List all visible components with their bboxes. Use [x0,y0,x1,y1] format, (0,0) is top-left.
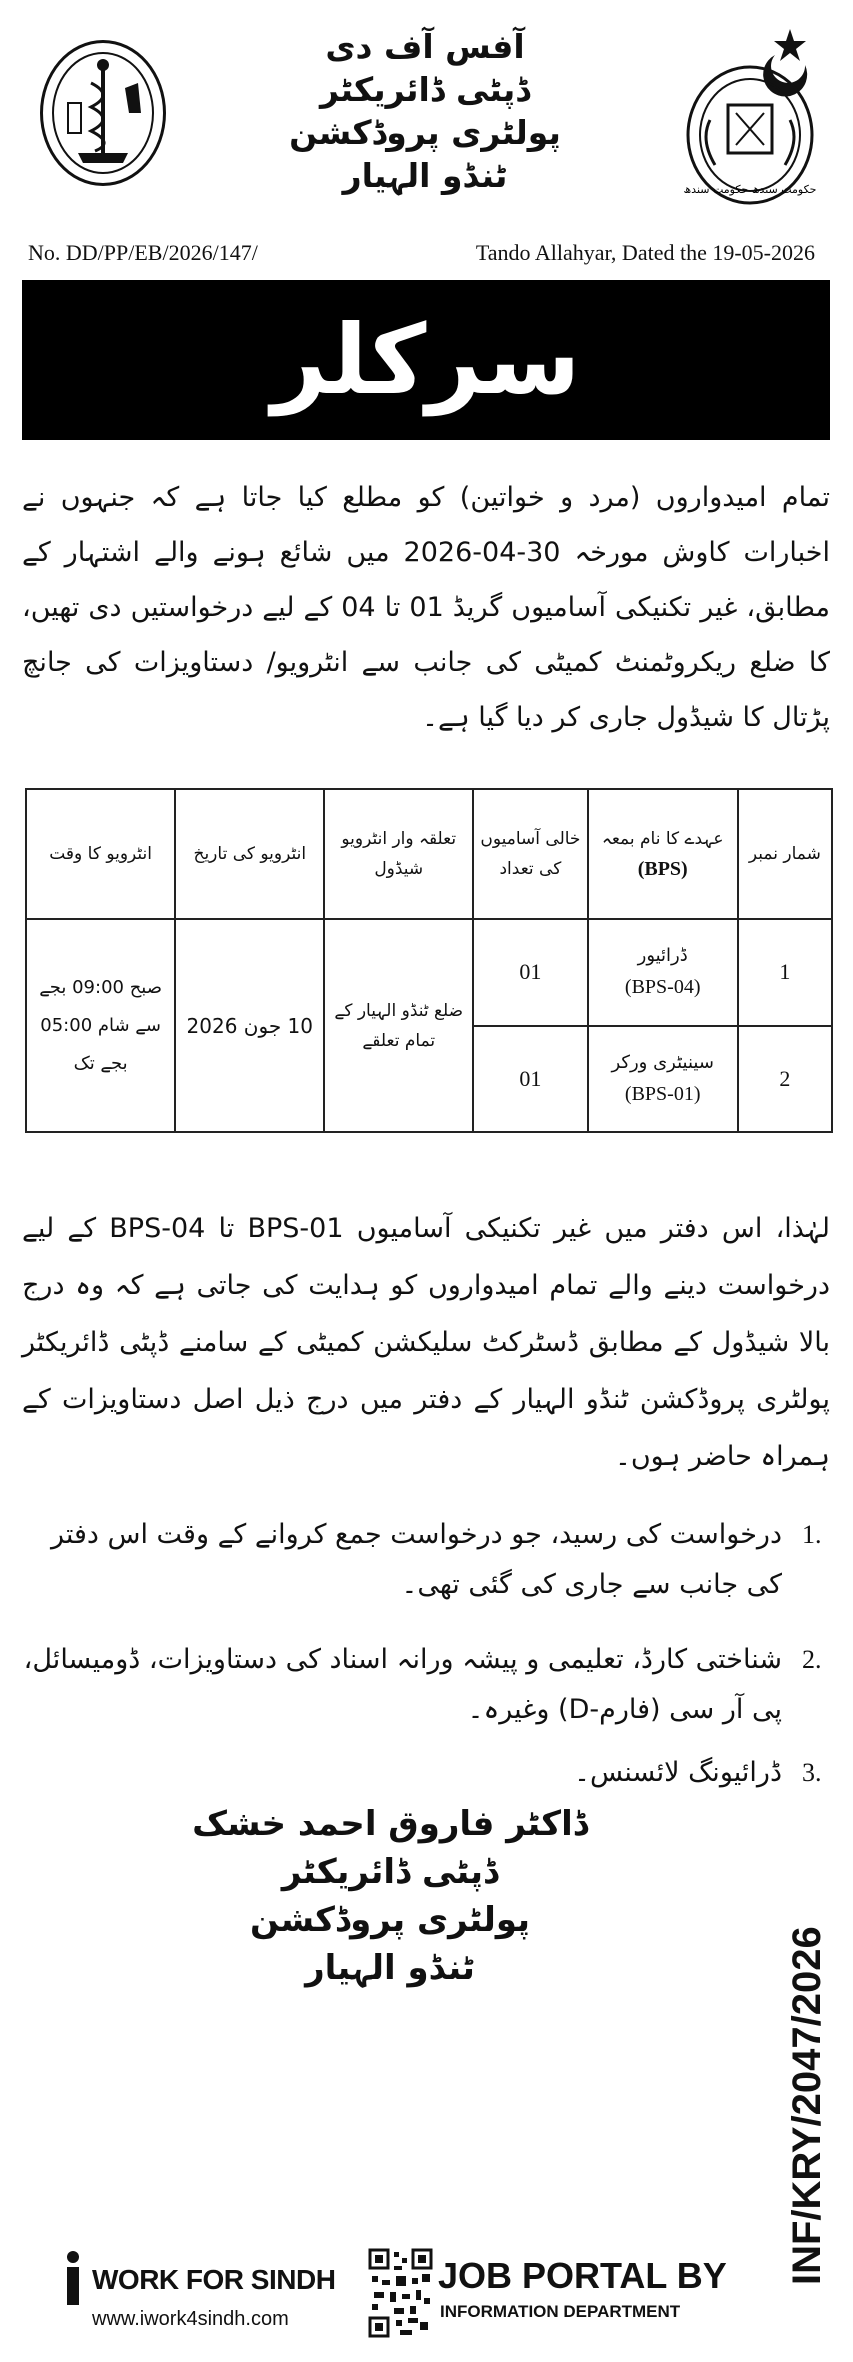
signatory-name: ڈاکٹر فاروق احمد خشک [192,1804,588,1844]
list-item-index: 2. [802,1645,822,1674]
job-portal-title: JOB PORTAL BY [438,2255,727,2296]
iwork-url: www.iwork4sindh.com [92,2308,289,2330]
list-item-text: درخواست کی رسید، جو درخواست جمع کروانے کے وقت اس دفتر کی جانب سے جاری کی گئی تھی۔ [50,1519,782,1600]
seal-caption: حکومت سندھ حکومت سندھ [683,183,817,196]
signatory-designation: ڈپٹی ڈائریکٹر [281,1852,499,1892]
header-serial: شمار نمبر [738,789,832,919]
header-date: انٹرویو کی تاریخ [175,789,324,919]
circular-title-banner: سرکلر [22,280,830,440]
table-row [26,919,832,1026]
signatory-department: پولٹری پروڈکشن [249,1900,531,1940]
iwork-label: WORK FOR SINDH [92,2264,336,2295]
interview-date-value: 10 جون 2026 [175,919,324,1132]
government-of-sindh-seal-icon [680,25,820,210]
header-post [588,789,738,919]
header-post-bps: (BPS) [637,858,688,880]
row-vacancies: 01 [473,1026,587,1133]
instruction-paragraph: لہٰذا، اس دفتر میں غیر تکنیکی آسامیوں BPS-01 تا BPS-04 کے لیے درخواست دینے والے تمام امیدواروں کو ہدایت کی جاتی ہے کہ وہ درج بالا شیڈول کے مطابق ڈسٹرکٹ سلیکشن کمیٹی کے سامنے ڈپٹی ڈائریکٹر پولٹری پروڈکشن ٹنڈو الہیار کے دفتر میں درج ذیل اصل دستاویزات کے ہمراہ حاضر ہوں۔ [22,1213,831,1472]
row-serial: 1 [738,919,832,1026]
list-item-index: 1. [802,1520,822,1549]
header-post-label: عہدے کا نام بمعہ [601,829,724,849]
row-post-bps: (BPS-01) [624,1082,701,1105]
taluka-value: ضلع ٹنڈو الہیار کے تمام تعلقے [324,919,473,1132]
interview-schedule-table [25,788,833,1133]
row-post [588,919,738,1026]
signatory-location: ٹنڈو الہیار [305,1948,475,1988]
intro-paragraph: تمام امیدواروں (مرد و خواتین) کو مطلع کیا جاتا ہے کہ جنہوں نے اخبارات کاوش مورخہ 30-04-2026 میں شائع ہونے والے اشتہار کے مطابق، غیر تکنیکی آسامیوں گریڈ 01 تا 04 کے لیے درخواستیں دی تھیں، کا ضلع ریکروٹمنٹ کمیٹی کی جانب سے انٹرویو/ دستاویزات کی جانچ پڑتال کا شیڈول جاری کر دیا گیا ہے۔ [22,482,831,733]
row-serial: 2 [738,1026,832,1133]
department-emblem-icon [40,40,166,186]
iwork-for-sindh-badge [62,2250,382,2340]
release-code: INF/KRY/2047/2026 [785,1926,829,2285]
office-line: پولٹری پروڈکشن [289,113,561,152]
reference-number: No. DD/PP/EB/2026/147/ [28,240,258,265]
qr-code-icon [368,2248,433,2338]
signature-block [150,1800,630,1992]
row-post-bps: (BPS-04) [624,976,701,999]
row-vacancies: 01 [473,919,587,1026]
office-line: آفس آف دی [325,27,525,66]
iwork-logo-icon [62,2250,84,2306]
place-and-date: Tando Allahyar, Dated the 19-05-2026 [475,240,815,265]
office-line: ڈپٹی ڈائریکٹر [320,70,530,109]
row-post-name: ڈرائیور [637,945,688,967]
header-vacancies: خالی آسامیوں کی تعداد [473,789,587,919]
row-post-name: سینیٹری ورکر [611,1051,714,1073]
row-post [588,1026,738,1133]
list-item-text: ڈرائیونگ لائسنس۔ [574,1757,782,1788]
letterhead [0,0,853,220]
list-item-index: 3. [802,1758,822,1787]
information-department-label: INFORMATION DEPARTMENT [440,2302,681,2321]
interview-time-value: صبح 09:00 بجے سے شام 05:00 بجے تک [26,919,175,1132]
header-taluka: تعلقہ وار انٹرویو شیڈول [324,789,473,919]
office-title [250,25,600,197]
list-item-text: شناختی کارڈ، تعلیمی و پیشہ ورانہ اسناد کی دستاویزات، ڈومیسائل، پی آر سی (فارم-D) وغیرہ۔ [23,1644,782,1725]
table-header-row [26,789,832,919]
header-time: انٹرویو کا وقت [26,789,175,919]
office-line: ٹنڈو الہیار [342,156,508,195]
